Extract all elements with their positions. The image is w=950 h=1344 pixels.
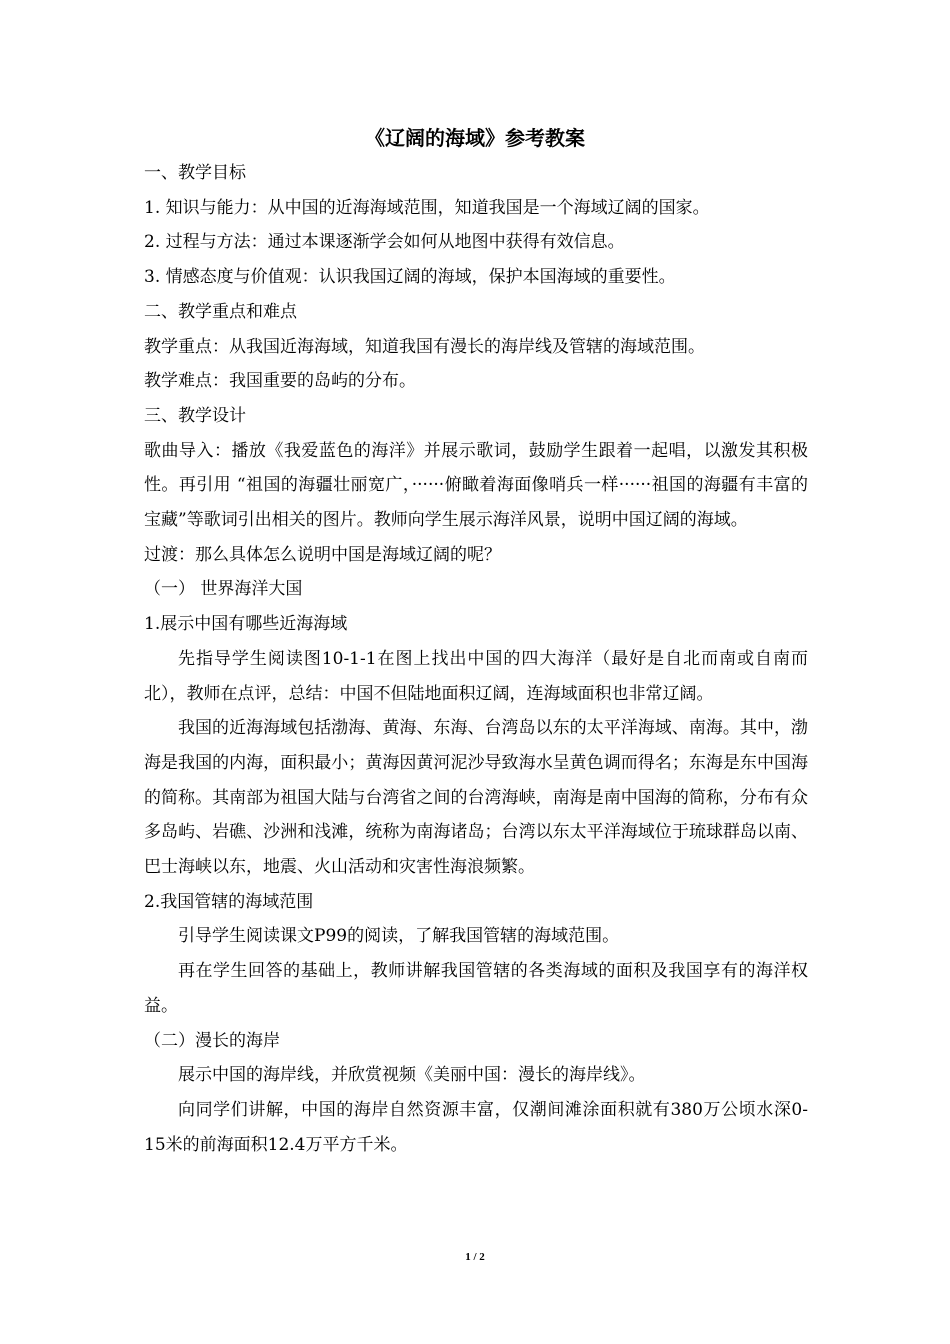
body-paragraph: 展示中国的海岸线，并欣赏视频《美丽中国：漫长的海岸线》。	[178, 1065, 646, 1086]
difficulty-text: 教学难点：我国重要的岛屿的分布。	[144, 371, 416, 392]
objective-item: 3. 情感态度与价值观：认识我国辽阔的海域，保护本国海域的重要性。	[144, 267, 676, 288]
section-heading: 二、教学重点和难点	[144, 301, 297, 322]
document-title: 《辽阔的海域》参考教案	[365, 126, 585, 150]
subsection-heading: （二）漫长的海岸	[144, 1030, 280, 1051]
section-heading: 三、教学设计	[144, 405, 246, 426]
subsection-heading: （一） 世界海洋大国	[144, 579, 303, 600]
intro-paragraph: 歌曲导入：播放《我爱蓝色的海洋》并展示歌词，鼓励学生跟着一起唱，以激发其积极性。再引用 “祖国的海疆壮丽宽广，······俯瞰着海面像哨兵一样······祖国的海疆有丰富的宝藏”等歌词引出相关的图片。教师向学生展示海洋风景，说明中国辽阔的海域。	[144, 440, 808, 531]
transition-text: 过渡：那么具体怎么说明中国是海域辽阔的呢？	[144, 544, 501, 565]
subsection-item: 2.我国管辖的海域范围	[144, 891, 314, 912]
page-number: 1 / 2	[465, 1251, 485, 1263]
document-body	[144, 156, 808, 1162]
objective-item: 2. 过程与方法：通过本课逐渐学会如何从地图中获得有效信息。	[144, 232, 625, 253]
subsection-item: 1.展示中国有哪些近海海域	[144, 614, 348, 635]
body-paragraph: 向同学们讲解，中国的海岸自然资源丰富，仅潮间滩涂面积就有380万公顷水深0-15米的前海面积12.4万平方千米。	[144, 1099, 808, 1155]
body-paragraph: 我国的近海海域包括渤海、黄海、东海、台湾岛以东的太平洋海域、南海。其中，渤海是我国的内海，面积最小；黄海因黄河泥沙导致海水呈黄色调而得名；东海是东中国海的简称。其南部为祖国大陆与台湾省之间的台湾海峡，南海是南中国海的简称，分布有众多岛屿、岩礁、沙洲和浅滩，统称为南海诸岛；台湾以东太平洋海域位于琉球群岛以南、巴士海峡以东，地震、火山活动和灾害性海浪频繁。	[144, 718, 808, 878]
body-paragraph: 先指导学生阅读图10-1-1在图上找出中国的四大海洋（最好是自北而南或自南而北），教师在点评，总结：中国不但陆地面积辽阔，连海域面积也非常辽阔。	[144, 648, 808, 704]
body-paragraph: 引导学生阅读课文P99的阅读，了解我国管辖的海域范围。	[178, 926, 620, 947]
objective-item: 1. 知识与能力：从中国的近海海域范围，知道我国是一个海域辽阔的国家。	[144, 197, 710, 218]
key-point-text: 教学重点：从我国近海海域，知道我国有漫长的海岸线及管辖的海域范围。	[144, 336, 705, 357]
body-paragraph: 再在学生回答的基础上，教师讲解我国管辖的各类海域的面积及我国享有的海洋权益。	[144, 961, 808, 1016]
section-heading: 一、教学目标	[144, 163, 246, 183]
